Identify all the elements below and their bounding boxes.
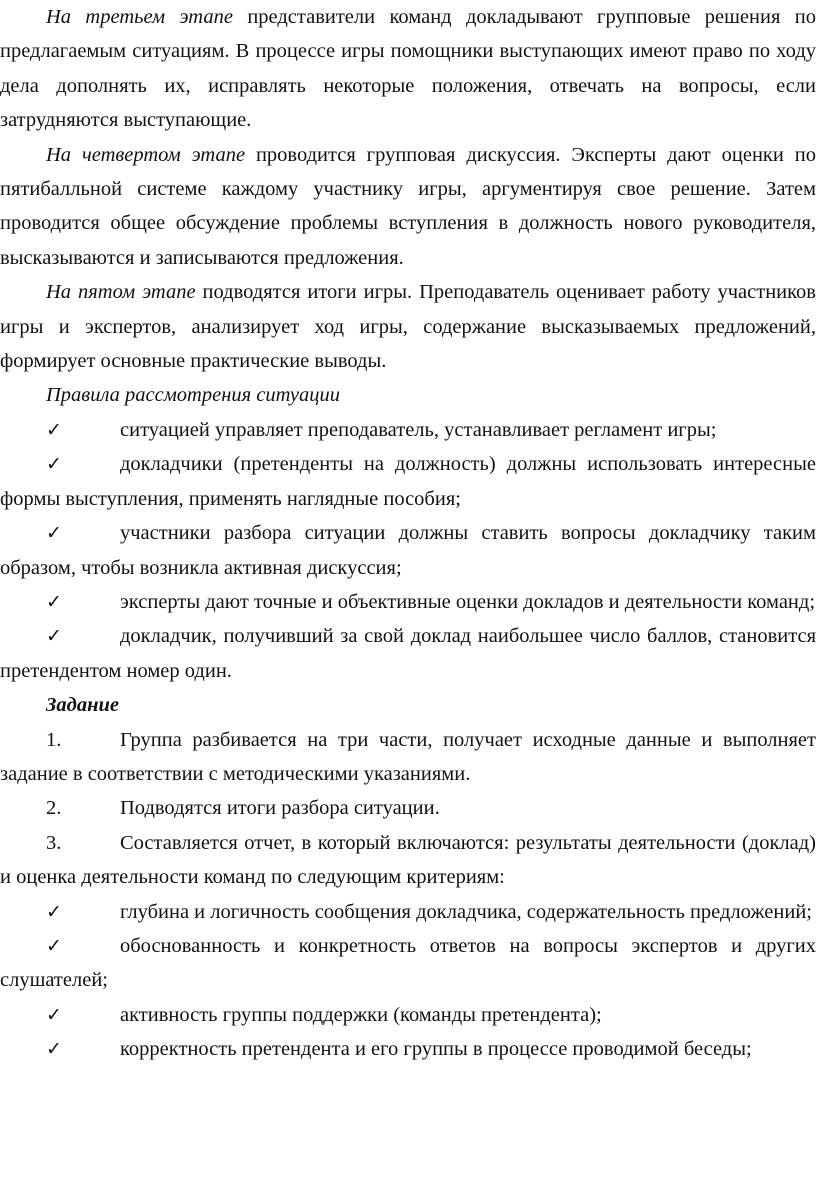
rules-item-text: докладчик, получивший за свой доклад наибольшее число баллов, становится претендентом номер один. bbox=[0, 625, 816, 682]
task-item-number: 2. bbox=[46, 797, 62, 820]
paragraph-stage-five bbox=[0, 275, 816, 378]
task-item-text: Составляется отчет, в который включаются: результаты деятельности (доклад) и оценка деятельности команд по следующим критериям: bbox=[0, 831, 816, 889]
criteria-item-text: активность группы поддержки (команды претендента); bbox=[120, 1003, 602, 1026]
check-icon: ✓ bbox=[46, 418, 62, 441]
stage-four-text: проводится групповая дискуссия. Эксперты дают оценки по пятибалльной системе каждому участнику игры, аргументируя свое решение. Затем проводится общее обсуждение проблемы вступления в должность нового руководителя, высказываются и записываются предложения. bbox=[0, 143, 816, 269]
rules-item bbox=[0, 447, 816, 516]
check-icon: ✓ bbox=[46, 1038, 62, 1061]
check-icon: ✓ bbox=[46, 453, 62, 476]
rules-heading: Правила рассмотрения ситуации bbox=[46, 384, 341, 407]
rules-item bbox=[0, 516, 816, 585]
check-icon: ✓ bbox=[46, 625, 62, 648]
check-icon: ✓ bbox=[46, 522, 62, 545]
check-icon: ✓ bbox=[46, 934, 62, 957]
task-item-number: 3. bbox=[46, 831, 62, 854]
task-heading: Задание bbox=[46, 694, 119, 717]
stage-three-text: представители команд докладывают групповые решения по предлагаемым ситуациям. В процессе игры помощники выступающих имеют право по ходу дела дополнять их, исправлять некоторые положения, отвечать на вопросы, если затрудняются выступающие. bbox=[0, 6, 816, 132]
check-icon: ✓ bbox=[46, 590, 62, 613]
task-item-text: Группа разбивается на три части, получает исходные данные и выполняет задание в соответствии с методическими указаниями. bbox=[0, 728, 816, 785]
criteria-item bbox=[0, 895, 816, 929]
check-icon: ✓ bbox=[46, 900, 62, 923]
criteria-item-text: обоснованность и конкретность ответов на вопросы экспертов и других слушателей; bbox=[0, 934, 816, 992]
stage-four-label: На четвертом этапе bbox=[46, 143, 246, 166]
stage-five-text: подводятся итоги игры. Преподаватель оценивает работу участников игры и экспертов, анализирует ход игры, содержание высказываемых предложений, формирует основные практические выводы. bbox=[0, 281, 816, 373]
stage-three-label: На третьем этапе bbox=[46, 6, 233, 28]
rules-item-text: ситуацией управляет преподаватель, устанавливает регламент игры; bbox=[120, 418, 717, 441]
paragraph-stage-three bbox=[0, 0, 816, 138]
criteria-item-text: глубина и логичность сообщения докладчика, содержательность предложений; bbox=[120, 900, 813, 923]
rules-item-text: участники разбора ситуации должны ставить вопросы докладчику таким образом, чтобы возникла активная дискуссия; bbox=[0, 522, 816, 579]
rules-item-text: эксперты дают точные и объективные оценки докладов и деятельности команд; bbox=[120, 590, 816, 613]
task-item bbox=[0, 791, 816, 825]
criteria-item bbox=[0, 1032, 816, 1066]
task-item bbox=[0, 723, 816, 792]
stage-five-label: На пятом этапе bbox=[46, 281, 196, 304]
task-item bbox=[0, 826, 816, 895]
criteria-item bbox=[0, 998, 816, 1032]
task-item-text: Подводятся итоги разбора ситуации. bbox=[120, 797, 440, 820]
criteria-item bbox=[0, 929, 816, 998]
check-icon: ✓ bbox=[46, 1003, 62, 1026]
paragraph-stage-four bbox=[0, 138, 816, 276]
rules-item bbox=[0, 413, 816, 447]
rules-item bbox=[0, 619, 816, 688]
task-item-number: 1. bbox=[46, 728, 62, 751]
rules-item-text: докладчики (претенденты на должность) должны использовать интересные формы выступления, применять наглядные пособия; bbox=[0, 453, 816, 510]
rules-item bbox=[0, 585, 816, 619]
criteria-item-text: корректность претендента и его группы в процессе проводимой беседы; bbox=[120, 1038, 752, 1061]
